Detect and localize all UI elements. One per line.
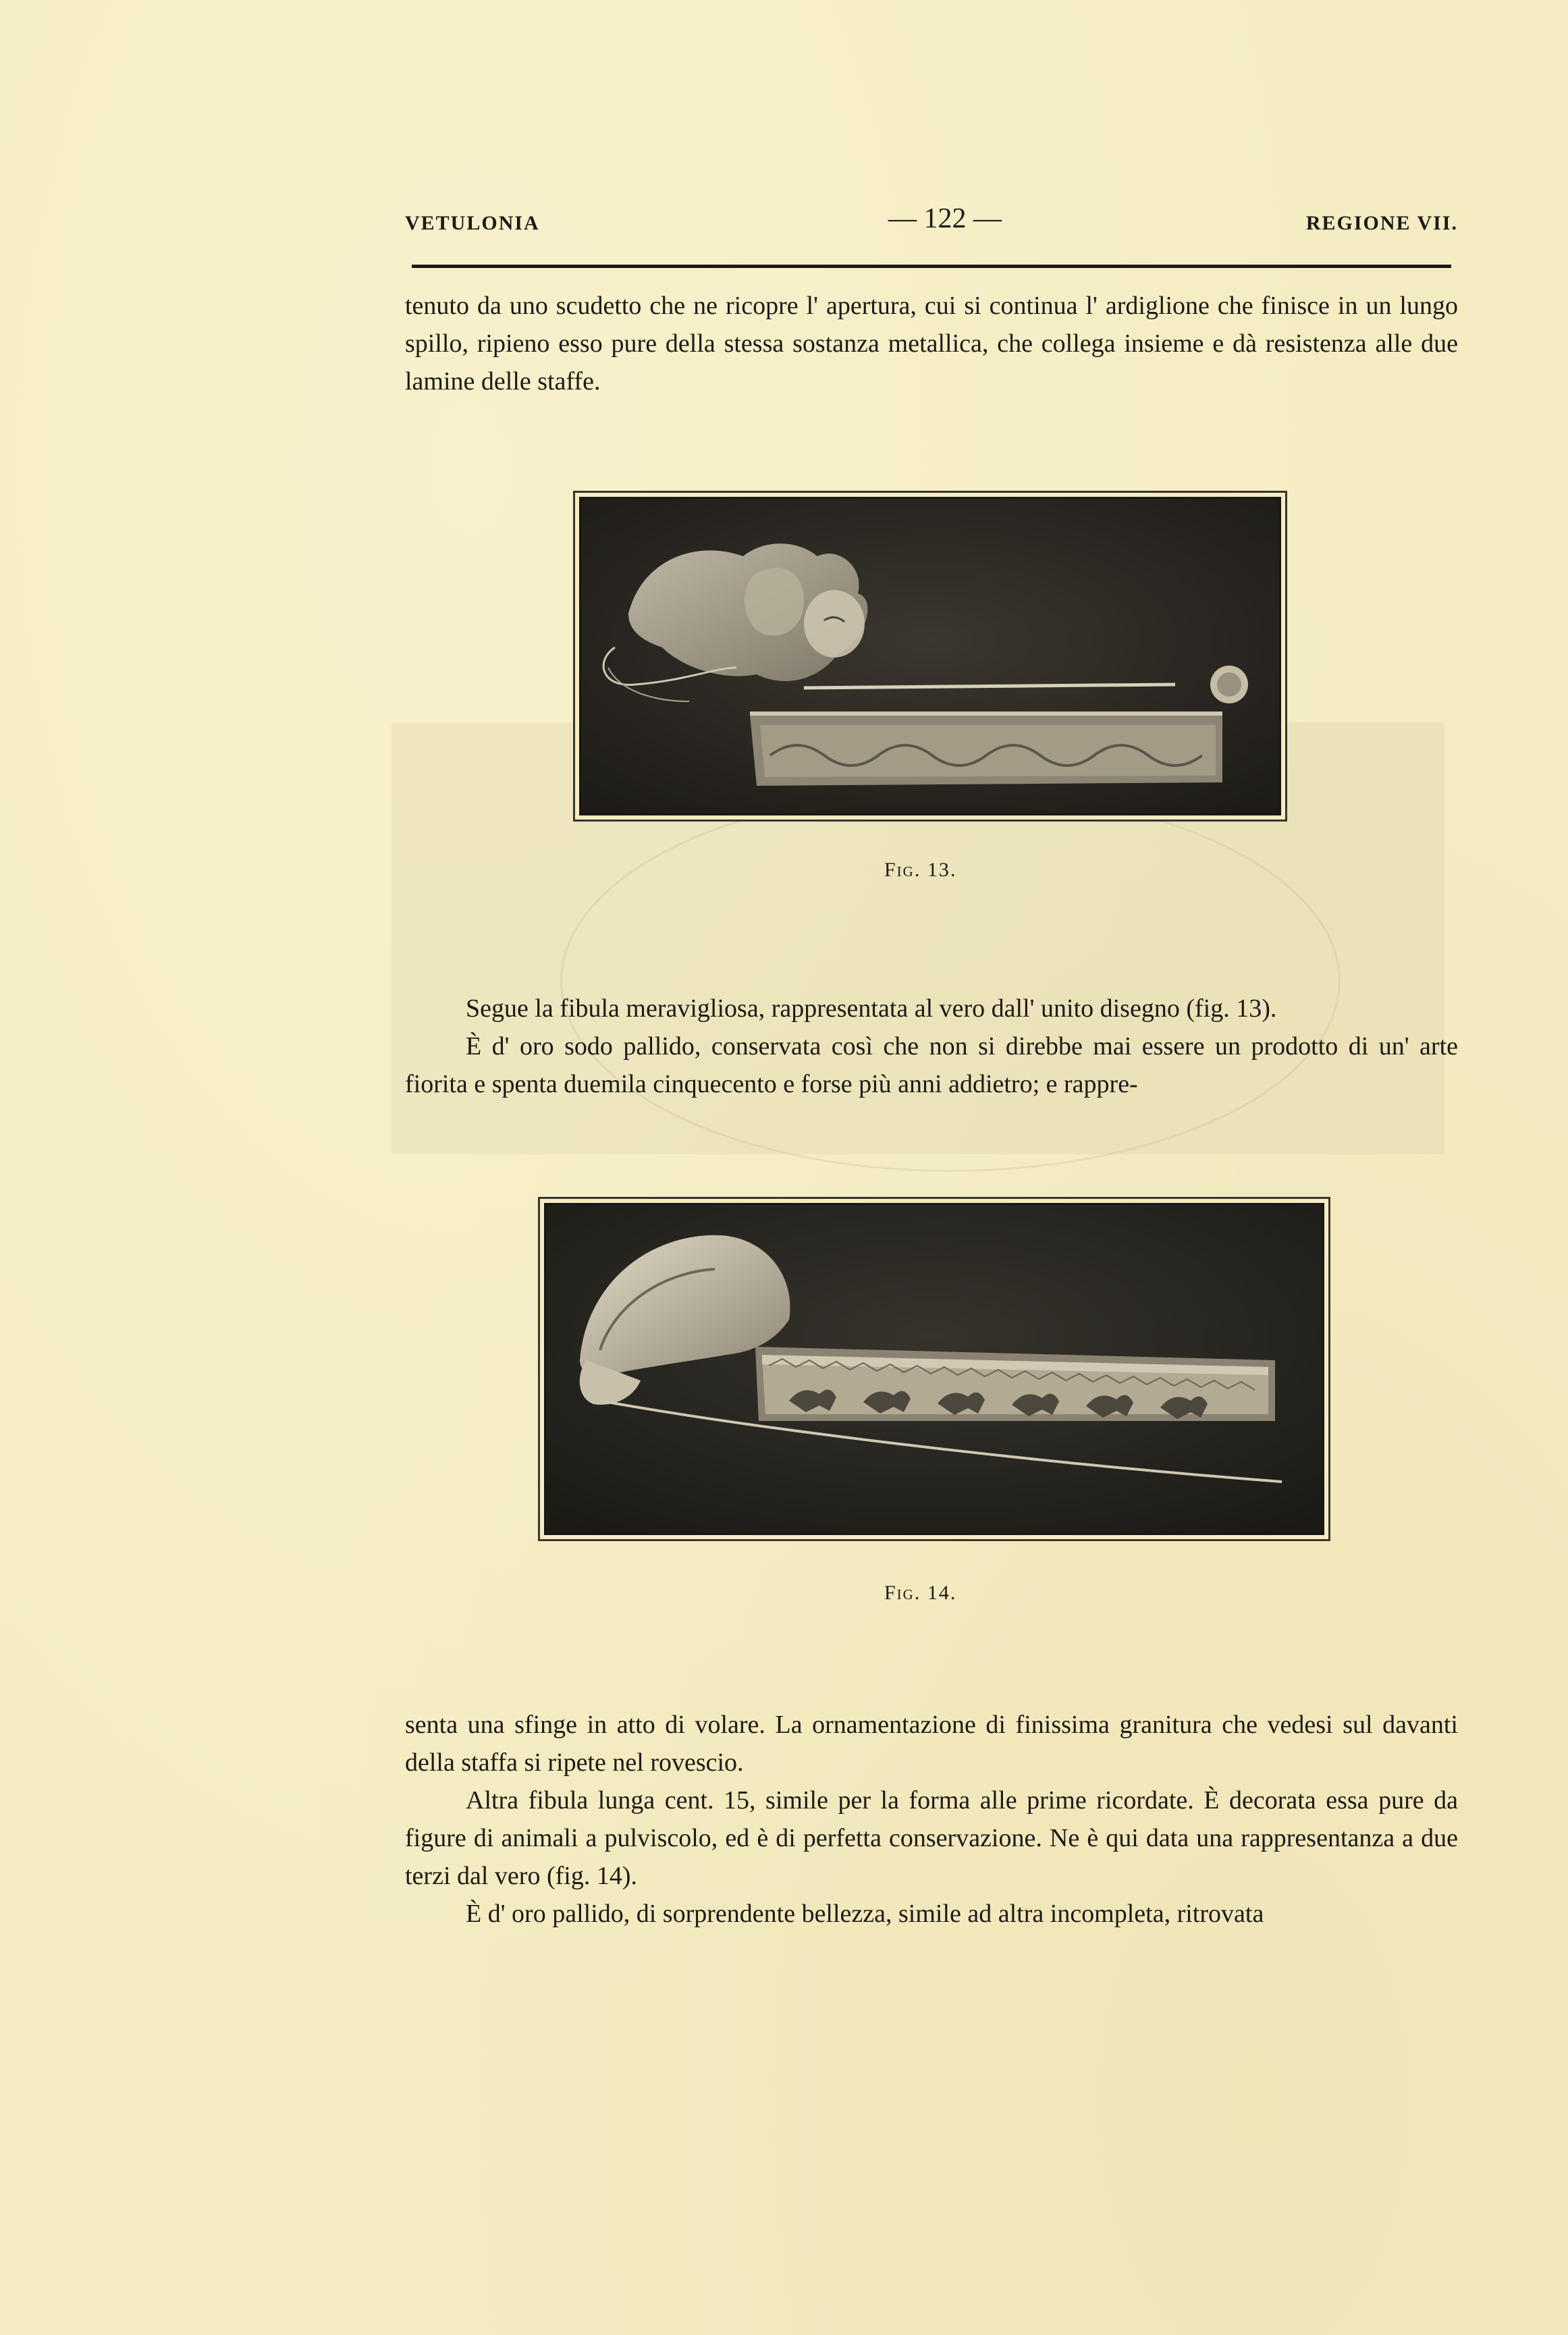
paragraph-line-a: senta una sfinge in atto di volare. La ornamentazione di finissima granitura che vedesi sul davanti della staffa si ripete nel rovescio. (405, 1711, 1458, 1777)
figure-14-caption: Fig. 14. (884, 1582, 957, 1604)
running-head-right: REGIONE VII. (1305, 212, 1458, 234)
fibula-sphinx-photo-icon (581, 499, 1279, 813)
running-head (405, 203, 1458, 250)
figure-14-photo (544, 1203, 1324, 1535)
bleed-through-circle (560, 790, 1341, 1172)
paragraph-line-b: Altra fibula lunga cent. 15, simile per la forma alle prime ricordate. È decorata essa pure da figure di animali a pulviscolo, ed è di perfetta conservazione. Ne è qui data una rappresentanza a due terzi dal vero (fig. 14). (405, 1786, 1458, 1890)
paragraph-line-a: Segue la fibula meravigliosa, rappresentata al vero dall' unito disegno (fig. 13). (466, 994, 1277, 1023)
fibula-animal-frieze-photo-icon (546, 1205, 1322, 1533)
figure-13-photo (579, 497, 1281, 815)
paragraph-fibula-description (405, 990, 1458, 1103)
running-head-left: VETULONIA (405, 212, 540, 234)
page-number: — 122 — (888, 203, 1002, 234)
paragraph-line-b: È d' oro sodo pallido, conservata così che non si direbbe mai essere un prodotto di un' arte fiorita e spenta duemila cinquecento e forse più anni addietro; e rappre- (405, 1032, 1458, 1098)
header-rule (412, 265, 1451, 268)
paragraph-continuation: tenuto da uno scudetto che ne ricopre l' apertura, cui si continua l' ardiglione che finisce in un lungo spillo, ripieno esso pure della stessa sostanza metallica, che collega insieme e dà resistenza alle due lamine delle staffe. (405, 292, 1458, 396)
figure-13-caption: Fig. 13. (884, 859, 957, 881)
paragraph-sphinx-description (405, 1706, 1458, 1933)
paragraph-line-c: È d' oro pallido, di sorprendente bellezza, simile ad altra incompleta, ritrovata (466, 1900, 1264, 1928)
